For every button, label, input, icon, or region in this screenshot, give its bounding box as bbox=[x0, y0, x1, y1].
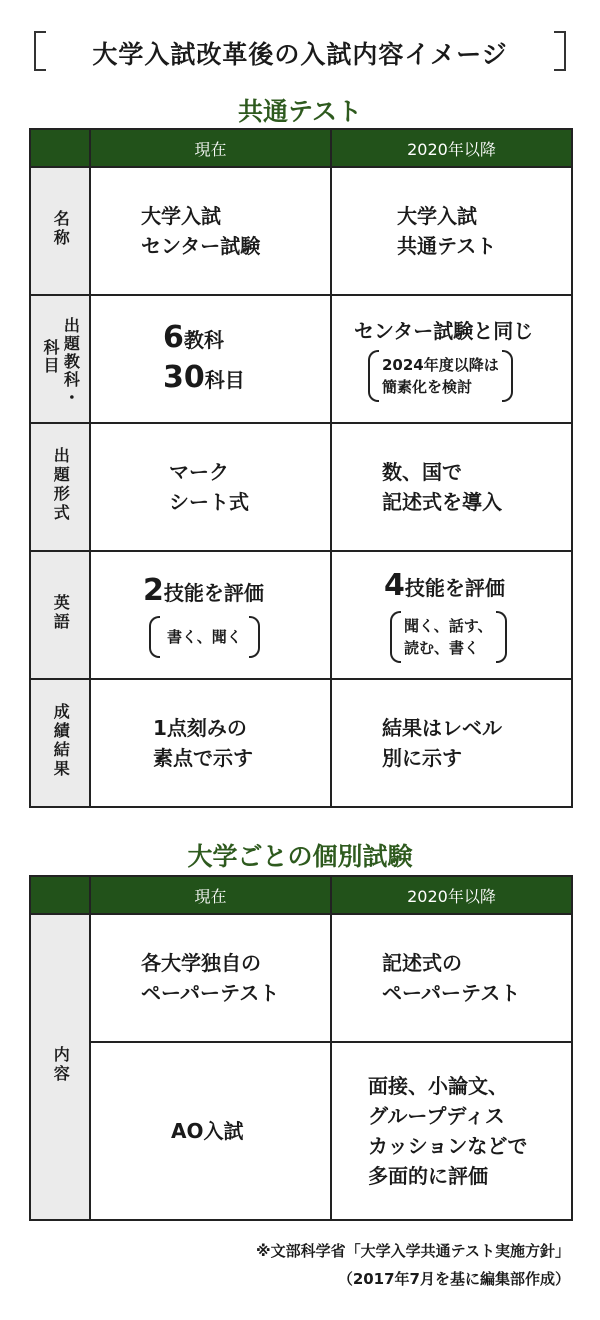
note-parenthetical: 書く、聞く bbox=[149, 616, 260, 658]
cell-subjects-future: センター試験と同じ 2024年度以降は 簡素化を検討 bbox=[331, 295, 572, 423]
title-block bbox=[30, 25, 570, 75]
table-corner bbox=[30, 876, 90, 914]
footnote-source: ※文部科学省「大学入学共通テスト実施方針」 bbox=[256, 1242, 570, 1260]
cell-results-future: 結果はレベル 別に示す bbox=[331, 679, 572, 807]
column-header-current: 現在 bbox=[90, 129, 331, 167]
cell-name-current: 大学入試 センター試験 bbox=[90, 167, 331, 295]
cell-name-future: 大学入試 共通テスト bbox=[331, 167, 572, 295]
footnote-note: （2017年7月を基に編集部作成） bbox=[337, 1270, 570, 1288]
row-label-subjects: 出題教科・ 科目 bbox=[30, 295, 90, 423]
row-label-format: 出題形式 bbox=[30, 423, 90, 551]
row-label-name: 名称 bbox=[30, 167, 90, 295]
common-test-table bbox=[29, 128, 573, 808]
cell-subjects-current: 6教科 30科目 bbox=[90, 295, 331, 423]
cell-content-future-1: 記述式の ペーパーテスト bbox=[331, 914, 572, 1042]
column-header-future: 2020年以降 bbox=[331, 876, 572, 914]
row-label-content: 内容 bbox=[30, 914, 90, 1220]
cell-content-current-1: 各大学独自の ペーパーテスト bbox=[90, 914, 331, 1042]
column-header-current: 現在 bbox=[90, 876, 331, 914]
cell-english-future: 4技能を評価 聞く、話す、 読む、書く bbox=[331, 551, 572, 679]
page-title: 大学入試改革後の入試内容イメージ bbox=[92, 40, 508, 69]
section-heading-common-test: 共通テスト bbox=[237, 97, 362, 126]
cell-english-current: 2技能を評価 書く、聞く bbox=[90, 551, 331, 679]
right-bracket bbox=[554, 31, 566, 71]
section-heading-individual-exam: 大学ごとの個別試験 bbox=[187, 842, 413, 871]
row-label-results: 成績結果 bbox=[30, 679, 90, 807]
cell-content-current-2: AO入試 bbox=[90, 1042, 331, 1220]
cell-results-current: 1点刻みの 素点で示す bbox=[90, 679, 331, 807]
cell-format-future: 数、国で 記述式を導入 bbox=[331, 423, 572, 551]
cell-format-current: マーク シート式 bbox=[90, 423, 331, 551]
row-label-english: 英語 bbox=[30, 551, 90, 679]
column-header-future: 2020年以降 bbox=[331, 129, 572, 167]
note-parenthetical: 2024年度以降は 簡素化を検討 bbox=[368, 350, 513, 402]
note-parenthetical: 聞く、話す、 読む、書く bbox=[390, 611, 507, 663]
individual-exam-table bbox=[29, 875, 573, 1221]
cell-content-future-2: 面接、小論文、 グループディス カッションなどで 多面的に評価 bbox=[331, 1042, 572, 1220]
table-corner bbox=[30, 129, 90, 167]
